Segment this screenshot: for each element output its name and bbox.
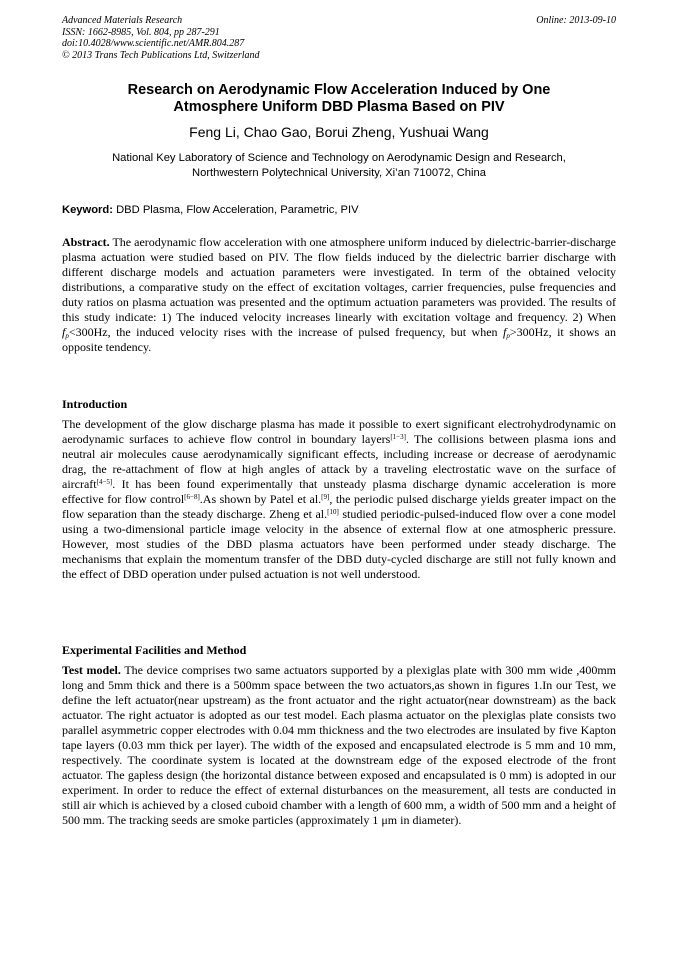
keywords	[62, 203, 616, 218]
introduction-paragraph	[62, 417, 616, 582]
citation-1-3: [1−3]	[390, 433, 406, 441]
affiliation	[62, 151, 616, 181]
freq-subscript-2: p	[506, 332, 510, 340]
citation-9: [9]	[321, 493, 330, 501]
experimental-heading: Experimental Facilities and Method	[62, 643, 247, 657]
journal-header	[62, 15, 260, 61]
keyword-label: Keyword:	[62, 204, 113, 216]
abstract-text-2: <300Hz, the induced velocity rises with the increase of pulsed frequency, but when	[68, 325, 504, 339]
journal-name: Advanced Materials Research	[62, 15, 183, 26]
citation-10: [10]	[327, 508, 339, 516]
freq-subscript-1: p	[65, 332, 69, 340]
introduction-heading: Introduction	[62, 397, 128, 411]
affiliation-line-2: Northwestern Polytechnical University, Xi’an 710072, China	[192, 167, 486, 179]
issn-line: ISSN: 1662-8985, Vol. 804, pp 287-291	[62, 26, 220, 38]
intro-text-4: .As shown by Patel et al.	[199, 492, 322, 506]
abstract-paragraph	[62, 235, 616, 355]
author-list: Feng Li, Chao Gao, Borui Zheng, Yushuai Wang	[189, 124, 489, 140]
online-date: Online: 2013-09-10	[536, 15, 616, 26]
test-model-text: The device comprises two same actuators supported by a plexiglas plate with 300 mm wide ,400mm long and 5mm thick and there is a 500mm space between the two actuators,as shown in figures 1.In our Test, we define the left actuator(near upstream) as the front actuator and the right actuator(near downstream) as the back actuator. The right actuator is adopted as our test model. Each plasma actuator on the plexiglas plate consists two parallel asymmetric copper electrodes with 0.04 mm thickness and the two electrodes are insulated by five Kapton tape layers (0.03 mm thick per layer). The width of the exposed and encapsulated electrode is 5 mm and 10 mm, respectively. The coordinate system is located at the downstream edge of the exposed electrode of the front actuator. The gapless design (the horizontal distance between exposed and encapsulated is 0 mm) is adopted in our experiment. In order to reduce the effect of external disturbances on the measurement, all tests are conducted in still air which is achieved by a closed cuboid chamber with a length of 600 mm, a width of 500 mm and a height of 500 mm. The tracking seeds are smoke particles (approximately 1 μm in diameter).	[62, 663, 617, 827]
intro-text-1: The development of the glow discharge plasma has made it possible to exert significant electrohydrodynamic on aerodynamic surfaces to achieve flow control in boundary layers	[62, 417, 616, 446]
test-model-paragraph	[62, 663, 616, 828]
freq-symbol-2: f	[503, 325, 507, 339]
keyword-text: DBD Plasma, Flow Acceleration, Parametric, PIV	[112, 204, 359, 216]
citation-4-5: [4−5]	[96, 478, 113, 486]
intro-text-3: . It has been found experimentally that unsteady plasma discharge dynamic acceleration is more effective for flow control	[62, 477, 616, 506]
freq-symbol-1: f	[62, 325, 66, 339]
title-line-1: Research on Aerodynamic Flow Acceleration Induced by One	[127, 82, 551, 98]
title-line-2: Atmosphere Uniform DBD Plasma Based on PIV	[173, 99, 505, 115]
abstract-label: Abstract.	[62, 235, 110, 249]
test-model-label: Test model.	[62, 663, 121, 677]
abstract-text-3: >300Hz, it shows an opposite tendency.	[62, 325, 616, 354]
intro-text-5: , the periodic pulsed discharge yields greater impact on the flow separation than the steady discharge. Zheng et al.	[62, 492, 616, 521]
abstract-text-1: The aerodynamic flow acceleration with one atmosphere uniform induced by dielectric-barrier-discharge plasma actuation were studied based on PIV. The flow fields induced by the dielectric barrier discharge with different discharge models and actuation parameters were investigated. In term of the obtained velocity distributions, a comparative study on the effect of excitation voltages, carrier frequencies, pulse frequencies and duty ratios on plasma actuation was presented and the optimum actuation parameters was provided. The results of this study indicate: 1) The induced velocity increases linearly with excitation voltage and frequency. 2) When	[62, 235, 616, 324]
intro-text-6: studied periodic-pulsed-induced flow over a cone model using a two-dimensional particle image velocity in the absence of external flow at one atmospheric pressure. However, most studies of the DBD plasma actuators have been performed under steady discharge. The mechanisms that explain the momentum transfer of the DBD duty-cycled discharge are still not fully known and the effect of DBD operation under pulsed actuation is not well understood.	[62, 507, 616, 581]
copyright-line: © 2013 Trans Tech Publications Ltd, Switzerland	[62, 49, 260, 61]
affiliation-line-1: National Key Laboratory of Science and Technology on Aerodynamic Design and Research,	[112, 152, 566, 164]
citation-6-8: [6−8]	[184, 493, 200, 501]
paper-title	[62, 82, 616, 116]
doi-line: doi:10.4028/www.scientific.net/AMR.804.287	[62, 38, 245, 49]
intro-text-2: . The collisions between plasma ions and neutral air molecules cause aerodynamically significant effects, including increase or decrease of aerodynamic drag, the re-attachment of flow at high angles of attack by a traveling electrostatic wave on the surface of aircraft	[62, 432, 616, 491]
